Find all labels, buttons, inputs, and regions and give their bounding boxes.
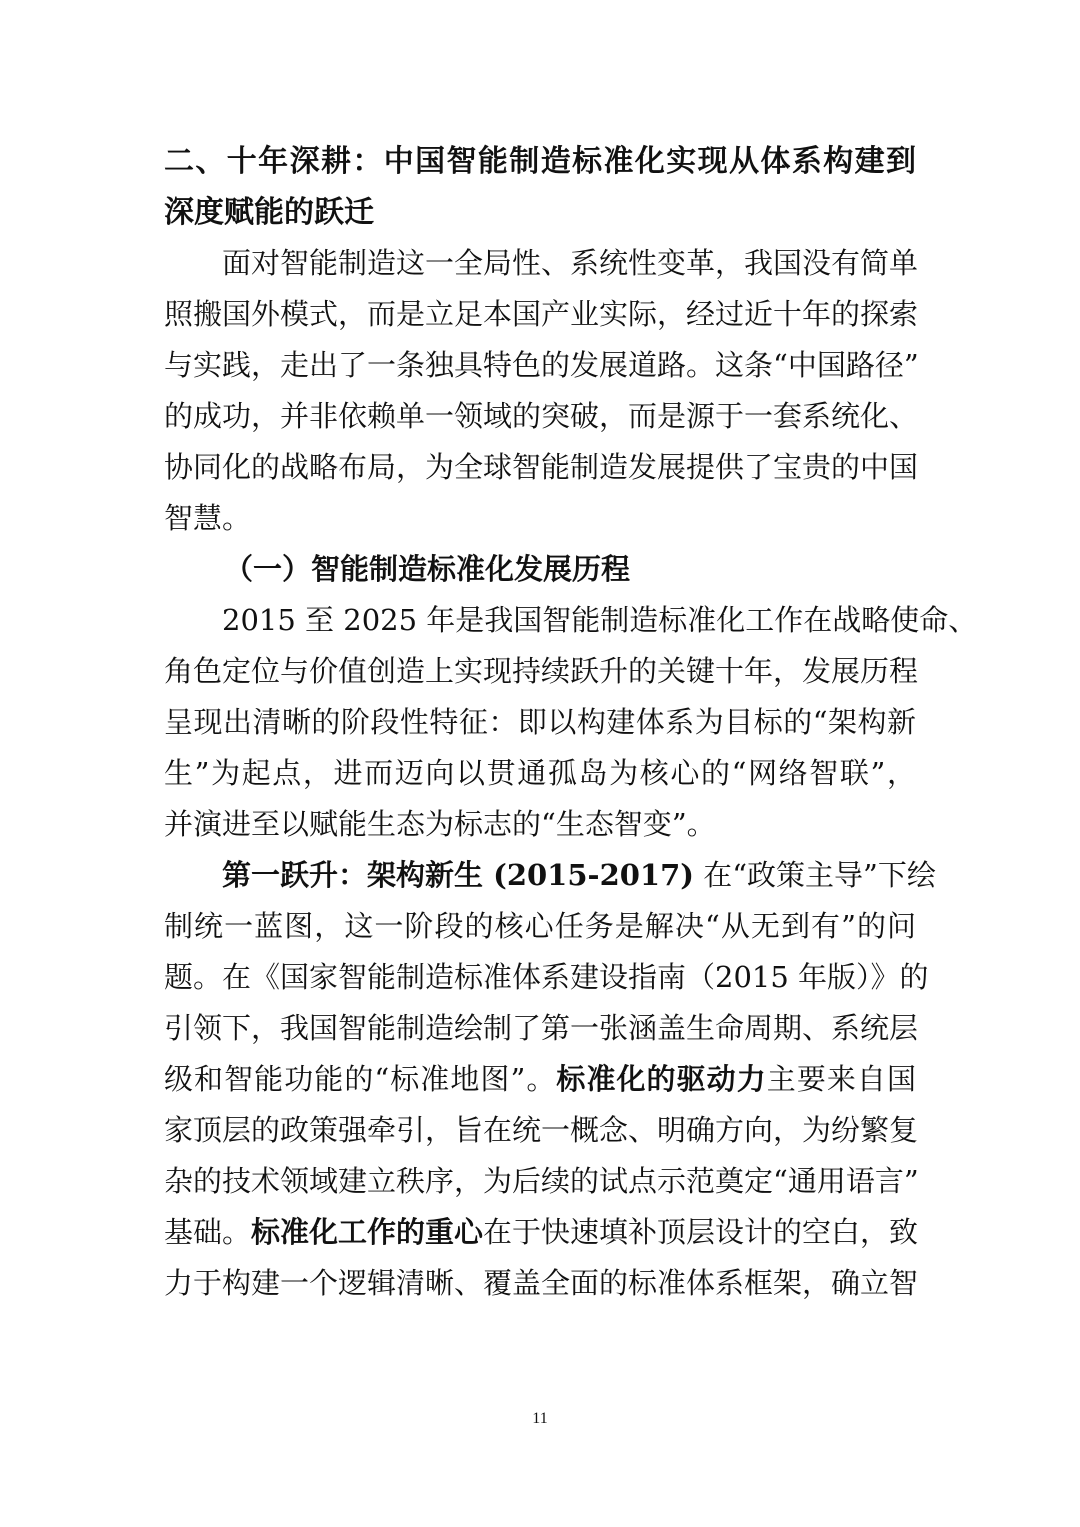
document-page [164, 136, 978, 1309]
paragraph-line: 并演进至以赋能生态为标志的“生态智变”。 [164, 807, 716, 841]
paragraph-line: 引领下，我国智能制造绘制了第一张涵盖生命周期、系统层 [164, 1011, 919, 1045]
inline-text: 主要来自国 [766, 1062, 916, 1096]
inline-text: 在“政策主导”下绘 [694, 858, 936, 892]
paragraph-line: 协同化的战略布局，为全球智能制造发展提供了宝贵的中国 [164, 450, 919, 484]
paragraph-line: 生”为起点，进而迈向以贯通孤岛为核心的“网络智联”， [164, 756, 916, 790]
paragraph-line: 家顶层的政策强牵引，旨在统一概念、明确方向，为纷繁复 [164, 1113, 919, 1147]
paragraph-line: 与实践，走出了一条独具特色的发展道路。这条“中国路径” [164, 348, 919, 382]
paragraph-line [164, 850, 936, 901]
paragraph-line: 照搬国外模式，而是立足本国产业实际，经过近十年的探索 [164, 297, 919, 331]
section-heading-line-2: 深度赋能的跃迁 [164, 195, 374, 230]
bold-phrase: 标准化的驱动力 [556, 1062, 767, 1096]
section-heading-line-1: 二、十年深耕：中国智能制造标准化实现从体系构建到 [164, 144, 916, 179]
page-number: 11 [532, 1410, 548, 1427]
inline-text: 在于快速填补顶层设计的空白，致 [483, 1215, 919, 1249]
paragraph-line: 的成功，并非依赖单一领域的突破，而是源于一套系统化、 [164, 399, 919, 433]
paragraph-line: 题。在《国家智能制造标准体系建设指南（2015 年版）》的 [164, 960, 929, 994]
paragraph-line [164, 1207, 919, 1258]
paragraph-line: 制统一蓝图，这一阶段的核心任务是解决“从无到有”的问 [164, 909, 916, 943]
paragraph-line [164, 1054, 916, 1105]
paragraph-line: 面对智能制造这一全局性、系统性变革，我国没有简单 [222, 246, 919, 280]
subsection-heading: （一）智能制造标准化发展历程 [224, 552, 631, 586]
bold-phrase: 标准化工作的重心 [251, 1215, 484, 1249]
paragraph-line: 角色定位与价值创造上实现持续跃升的关键十年，发展历程 [164, 654, 919, 688]
paragraph-line: 2015 至 2025 年是我国智能制造标准化工作在战略使命、 [222, 603, 978, 637]
paragraph-line: 呈现出清晰的阶段性特征：即以构建体系为目标的“架构新 [164, 705, 916, 739]
stage-title-bold: 第一跃升：架构新生 (2015-2017) [222, 858, 695, 892]
paragraph-line: 杂的技术领域建立秩序，为后续的试点示范奠定“通用语言” [164, 1164, 919, 1198]
paragraph-line: 智慧。 [164, 501, 252, 535]
inline-text: 级和智能功能的“标准地图”。 [164, 1062, 557, 1096]
paragraph-line: 力于构建一个逻辑清晰、覆盖全面的标准体系框架，确立智 [164, 1266, 919, 1300]
inline-text: 基础。 [164, 1215, 252, 1249]
